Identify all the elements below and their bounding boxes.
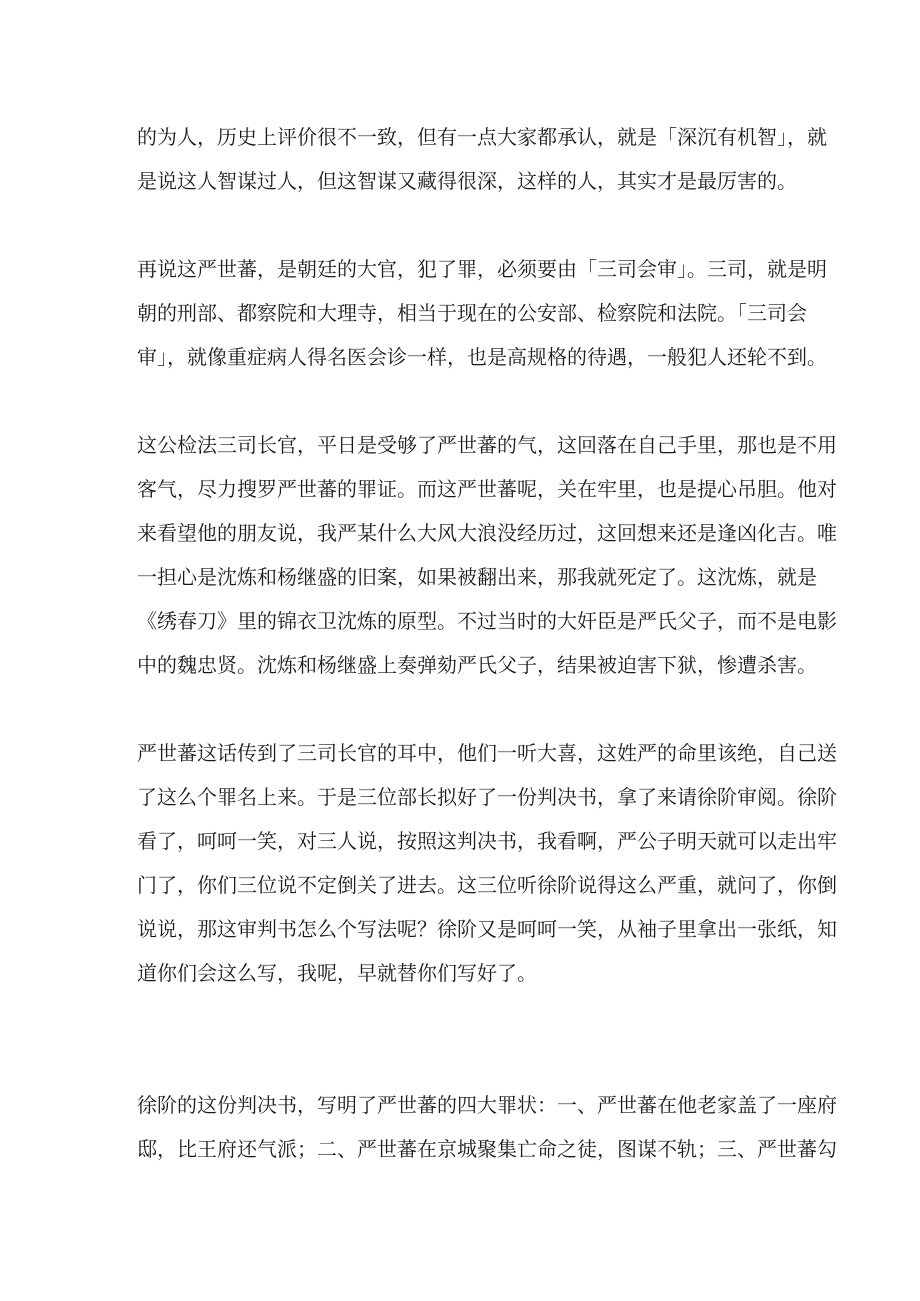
paragraph-line: 邸，比王府还气派；二、严世蕃在京城聚集亡命之徒，图谋不轨；三、严世蕃勾 [137, 1137, 837, 1161]
paragraph-line: 道你们会这么写，我呢，早就替你们写好了。 [137, 961, 537, 985]
paragraph-line: 来看望他的朋友说，我严某什么大风大浪没经历过，这回想来还是逢凶化吉。唯 [137, 521, 837, 545]
paragraph-line: 是说这人智谋过人，但这智谋又藏得很深，这样的人，其实才是最厉害的。 [137, 169, 797, 193]
paragraph-line: 审」，就像重症病人得名医会诊一样，也是高规格的待遇，一般犯人还轮不到。 [137, 345, 827, 369]
paragraph-line: 徐阶的这份判决书，写明了严世蕃的四大罪状：一、严世蕃在他老家盖了一座府 [137, 1093, 837, 1117]
paragraph-line: 一担心是沈炼和杨继盛的旧案，如果被翻出来，那我就死定了。这沈炼，就是 [137, 565, 817, 589]
paragraph-line: 门了，你们三位说不定倒关了进去。这三位听徐阶说得这么严重，就问了，你倒 [137, 873, 837, 897]
paragraph-1 [137, 115, 827, 203]
paragraph-line: 再说这严世蕃，是朝廷的大官，犯了罪，必须要由「三司会审」。三司，就是明 [137, 257, 827, 281]
paragraph-2 [137, 247, 827, 379]
paragraph-line: 客气，尽力搜罗严世蕃的罪证。而这严世蕃呢，关在牢里，也是提心吊胆。他对 [137, 477, 837, 501]
paragraph-line: 朝的刑部、都察院和大理寺，相当于现在的公安部、检察院和法院。「三司会 [137, 301, 807, 325]
paragraph-line: 的为人，历史上评价很不一致，但有一点大家都承认，就是「深沉有机智」，就 [137, 125, 827, 149]
paragraph-3 [137, 423, 837, 687]
paragraph-line: 说说，那这审判书怎么个写法呢？徐阶又是呵呵一笑，从袖子里拿出一张纸，知 [137, 917, 837, 941]
paragraph-line: 严世蕃这话传到了三司长官的耳中，他们一听大喜，这姓严的命里该绝，自己送 [137, 741, 837, 765]
paragraph-line: 《绣春刀》里的锦衣卫沈炼的原型。不过当时的大奸臣是严氏父子，而不是电影 [137, 609, 837, 633]
paragraph-5 [137, 1083, 837, 1171]
paragraph-line: 看了，呵呵一笑，对三人说，按照这判决书，我看啊，严公子明天就可以走出牢 [137, 829, 837, 853]
paragraph-line: 了这么个罪名上来。于是三位部长拟好了一份判决书，拿了来请徐阶审阅。徐阶 [137, 785, 837, 809]
paragraph-line: 这公检法三司长官，平日是受够了严世蕃的气，这回落在自己手里，那也是不用 [137, 433, 837, 457]
paragraph-line: 中的魏忠贤。沈炼和杨继盛上奏弹劾严氏父子，结果被迫害下狱，惨遭杀害。 [137, 653, 817, 677]
paragraph-4 [137, 731, 837, 995]
